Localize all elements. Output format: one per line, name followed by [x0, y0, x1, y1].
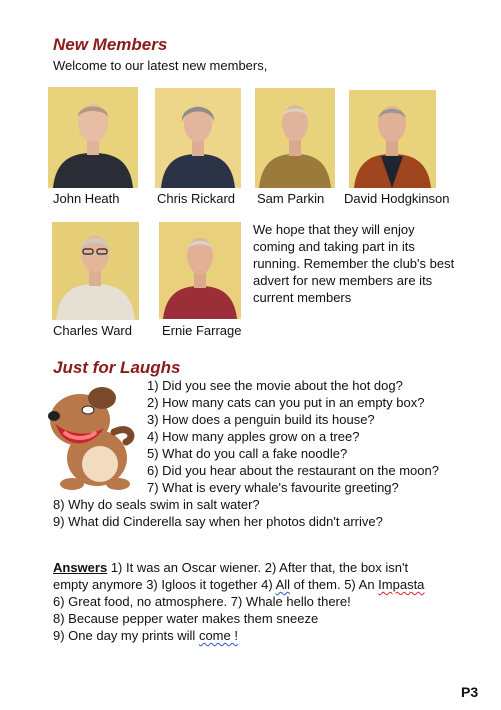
new-members-heading: New Members	[53, 35, 168, 54]
joke-question-3: 3) How does a penguin build its house?	[147, 412, 375, 427]
answers-text-5a: 9) One day my prints will	[53, 628, 199, 643]
joke-question-9: 9) What did Cinderella say when her photos didn't arrive?	[53, 514, 383, 529]
joke-question-5: 5) What do you call a fake noodle?	[147, 446, 348, 461]
person-silhouette-icon	[255, 88, 335, 188]
joke-question-4: 4) How many apples grow on a tree?	[147, 429, 360, 444]
joke-question-7: 7) What is every whale's favourite greeting?	[147, 480, 399, 495]
answers-text-2c: of them. 5) An	[290, 577, 379, 592]
answers-line-2	[53, 577, 424, 593]
answers-line-3: 6) Great food, no atmosphere. 7) Whale hello there!	[53, 594, 351, 609]
member-photo-6	[159, 222, 241, 319]
member-photo-1	[48, 87, 138, 188]
member-name-3: Sam Parkin	[257, 191, 325, 206]
answers-line-1	[53, 560, 408, 576]
member-photo-4	[349, 90, 436, 188]
joke-question-1: 1) Did you see the movie about the hot dog?	[147, 378, 403, 393]
joke-question-8: 8) Why do seals swim in salt water?	[53, 497, 260, 512]
answers-text-2b: All	[275, 577, 291, 592]
member-name-5: Charles Ward	[53, 323, 132, 338]
answers-line-4: 8) Because pepper water makes them sneeze	[53, 611, 319, 626]
answers-text-2a: empty anymore 3) Igloos it together 4)	[53, 577, 276, 592]
answers-text-1: 1) It was an Oscar wiener. 2) After that, the box isn't	[107, 560, 409, 575]
person-silhouette-icon	[48, 87, 138, 188]
answers-text-5b: come !	[198, 628, 238, 643]
member-name-1: John Heath	[53, 191, 120, 206]
laughing-dog-icon	[42, 380, 142, 492]
person-silhouette-icon	[349, 90, 436, 188]
member-name-6: Ernie Farrage	[162, 323, 242, 338]
page-number: P3	[461, 684, 479, 700]
member-name-4: David Hodgkinson	[344, 191, 450, 206]
joke-question-2: 2) How many cats can you put in an empty box?	[147, 395, 425, 410]
person-silhouette-icon	[52, 222, 139, 320]
welcome-text: Welcome to our latest new members,	[53, 58, 268, 73]
answers-text-2d: Impasta	[378, 577, 425, 592]
person-silhouette-icon	[159, 222, 241, 319]
members-note-line-2: coming and taking part in its	[253, 239, 415, 254]
members-note-line-4: advert for new members are its	[253, 273, 433, 288]
member-photo-2	[155, 88, 241, 188]
members-note-line-1: We hope that they will enjoy	[253, 222, 415, 237]
person-silhouette-icon	[155, 88, 241, 188]
answers-line-5	[53, 628, 238, 644]
member-photo-3	[255, 88, 335, 188]
members-note-line-5: current members	[253, 290, 352, 305]
joke-question-6: 6) Did you hear about the restaurant on the moon?	[147, 463, 439, 478]
member-name-2: Chris Rickard	[157, 191, 236, 206]
answers-label: Answers	[53, 560, 108, 575]
laughs-heading: Just for Laughs	[53, 358, 181, 377]
member-photo-5	[52, 222, 139, 320]
members-note-line-3: running. Remember the club's best	[253, 256, 455, 271]
